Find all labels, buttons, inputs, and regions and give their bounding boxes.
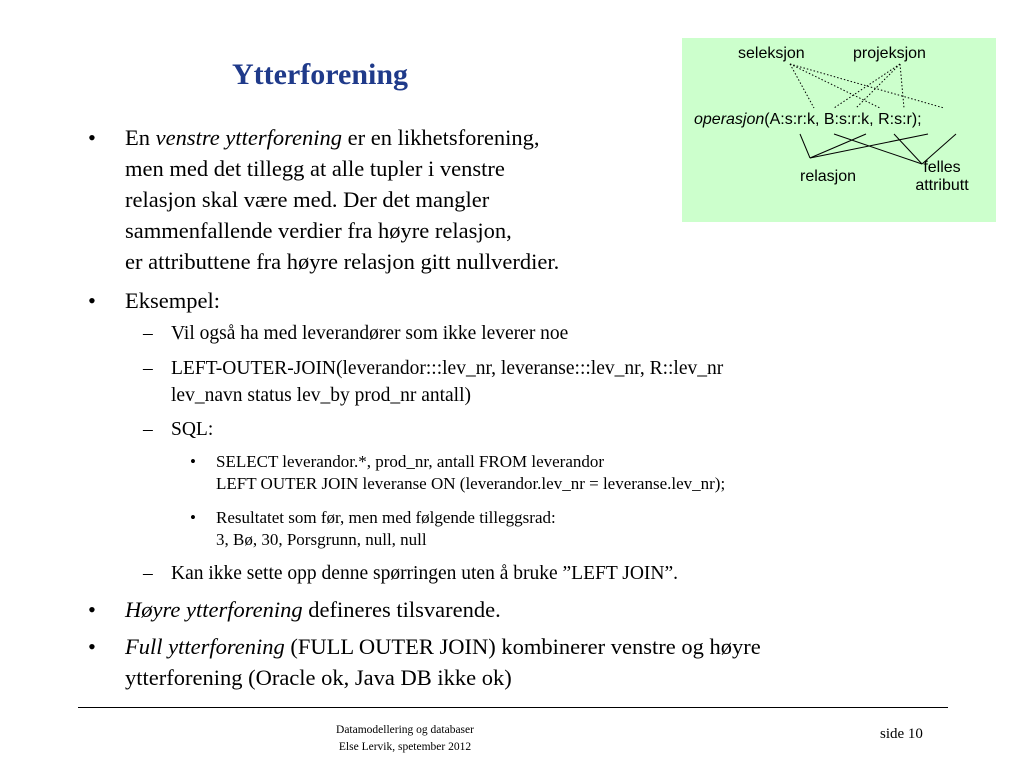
sql-select-statement xyxy=(216,451,936,495)
footer-author: Else Lervik, spetember 2012 xyxy=(338,741,472,753)
text-line: Resultatet som før, men med følgende tilleggsrad: xyxy=(216,508,556,527)
sub-item-left-join-note: Kan ikke sette opp denne spørringen uten å bruke ”LEFT JOIN”. xyxy=(171,563,679,584)
bullet-mark: • xyxy=(88,597,96,622)
text-line: sammenfallende verdier fra høyre relasjon, xyxy=(125,218,512,243)
connector-seleksjon-1 xyxy=(790,64,814,108)
bullet-venstre-ytterforening xyxy=(125,122,685,277)
small-bullet-mark: • xyxy=(190,452,196,471)
text-line: Full ytterforening (FULL OUTER JOIN) kombinerer venstre og høyre xyxy=(125,634,761,659)
connector-projeksjon-2 xyxy=(900,64,904,108)
text-line: lev_navn status lev_by prod_nr antall) xyxy=(171,385,472,406)
bullet-full-ytterforening xyxy=(125,631,985,693)
page-number: side 10 xyxy=(880,726,923,742)
text-line: er attributtene fra høyre relasjon gitt nullverdier. xyxy=(125,249,560,274)
footer-course-info xyxy=(300,722,510,756)
sub-item-left-outer-join xyxy=(171,355,931,409)
sub-item-sql: SQL: xyxy=(171,419,214,440)
bullet-mark: • xyxy=(88,288,96,313)
label-seleksjon: seleksjon xyxy=(738,45,805,62)
label-projeksjon: projeksjon xyxy=(853,45,926,62)
text-line: SELECT leverandor.*, prod_nr, antall FROM leverandor xyxy=(216,452,605,471)
sub-item-leverandorer: Vil også ha med leverandører som ikke leverer noe xyxy=(171,323,569,344)
connector-projeksjon-1 xyxy=(856,64,900,108)
text-line: ytterforening (Oracle ok, Java DB ikke ok) xyxy=(125,665,512,690)
footer-divider xyxy=(78,707,948,708)
connector-seleksjon-2 xyxy=(790,64,880,108)
label-operasjon-name: operasjon xyxy=(694,111,765,128)
dash-mark: – xyxy=(143,563,153,584)
footer-course: Datamodellering og databaser xyxy=(336,724,474,736)
connector-projeksjon-3 xyxy=(834,64,900,108)
connector-relasjon-1 xyxy=(800,134,810,158)
bullet-mark: • xyxy=(88,125,96,150)
text-line: men med det tillegg at alle tupler i venstre xyxy=(125,156,505,181)
text-line: En venstre ytterforening er en likhetsforening, xyxy=(125,125,540,150)
text-line: LEFT-OUTER-JOIN(leverandor:::lev_nr, leveranse:::lev_nr, R::lev_nr xyxy=(171,358,724,379)
label-relasjon: relasjon xyxy=(800,168,857,185)
label-operasjon-args: (A:s:r:k, B:s:r:k, R:s:r); xyxy=(764,111,922,128)
text-line: 3, Bø, 30, Porsgrunn, null, null xyxy=(216,530,427,549)
slide-title: Ytterforening xyxy=(232,58,409,91)
label-felles: felles xyxy=(923,159,961,176)
label-operasjon xyxy=(694,111,922,129)
bullet-eksempel: Eksempel: xyxy=(125,288,220,313)
dash-mark: – xyxy=(143,323,153,344)
bullet-hoyre-ytterforening: Høyre ytterforening defineres tilsvarende. xyxy=(125,597,501,622)
label-attributt: attributt xyxy=(915,177,969,194)
text-line: LEFT OUTER JOIN leveranse ON (leverandor.lev_nr = leveranse.lev_nr); xyxy=(216,474,726,493)
small-bullet-mark: • xyxy=(190,508,196,527)
connector-relasjon-2 xyxy=(810,134,866,158)
text-line: relasjon skal være med. Der det mangler xyxy=(125,187,490,212)
dash-mark: – xyxy=(143,419,153,440)
label-felles-attributt xyxy=(907,159,977,195)
bullet-mark: • xyxy=(88,634,96,659)
dash-mark: – xyxy=(143,358,153,379)
sql-result xyxy=(216,507,936,551)
syntax-diagram xyxy=(682,38,996,222)
